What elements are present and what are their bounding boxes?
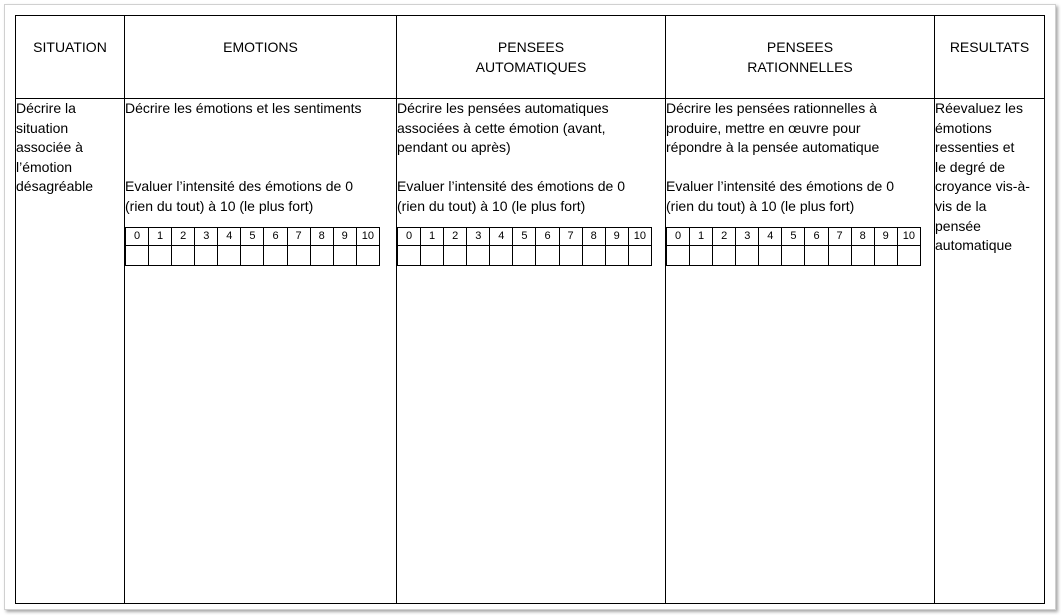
scale-input-cell[interactable] <box>310 245 333 265</box>
scale-input-cell[interactable] <box>287 245 310 265</box>
text-line: Evaluer l’intensité des émotions de 0 <box>125 178 354 195</box>
text-line: (rien du tout) à 10 (le plus fort) <box>125 197 314 214</box>
scale-number: 9 <box>874 227 897 245</box>
scale-number: 4 <box>759 227 782 245</box>
scale-number: 7 <box>828 227 851 245</box>
scale-input-cell[interactable] <box>264 245 287 265</box>
header-resultats: RESULTATS <box>935 16 1045 99</box>
intensity-scale <box>397 227 652 266</box>
scale-input-cell[interactable] <box>513 245 536 265</box>
scale-number: 1 <box>421 227 444 245</box>
scale-input-cell[interactable] <box>782 245 805 265</box>
scale-input-cell[interactable] <box>851 245 874 265</box>
text-line: ressenties et <box>935 139 1015 156</box>
scale-number: 0 <box>667 227 690 245</box>
scale-number: 8 <box>851 227 874 245</box>
intensity-scale <box>125 227 380 266</box>
text-line: associée à <box>16 139 83 156</box>
scale-input-cell[interactable] <box>356 245 379 265</box>
text-line: Evaluer l’intensité des émotions de 0 <box>666 178 895 195</box>
scale-input-cell[interactable] <box>713 245 736 265</box>
scale-input-cell[interactable] <box>874 245 897 265</box>
scale-input-cell[interactable] <box>421 245 444 265</box>
text-line: vis de la <box>935 197 987 214</box>
intensity-scale <box>666 227 921 266</box>
text-line: répondre à la pensée automatique <box>666 139 880 156</box>
text-line: associées à cette émotion (avant, <box>397 119 606 136</box>
header-row <box>16 16 1045 99</box>
scale-number: 10 <box>897 227 920 245</box>
text-line: produire, mettre en œuvre pour <box>666 119 861 136</box>
header-pensees-automatiques <box>397 16 666 99</box>
scale-input-cell[interactable] <box>536 245 559 265</box>
scale-input-cell[interactable] <box>828 245 851 265</box>
scale-input-cell[interactable] <box>467 245 490 265</box>
header-emotions: EMOTIONS <box>125 16 397 99</box>
scale-number: 7 <box>559 227 582 245</box>
text-line: Décrire la <box>16 100 76 116</box>
text-line: Réevaluez les <box>935 100 1023 116</box>
scale-number: 3 <box>195 227 218 245</box>
scale-number: 2 <box>172 227 195 245</box>
cell-situation <box>16 99 125 604</box>
scale-input-row <box>667 245 921 265</box>
scale-number: 10 <box>356 227 379 245</box>
scale-number: 8 <box>582 227 605 245</box>
scale-input-cell[interactable] <box>241 245 264 265</box>
scale-input-cell[interactable] <box>218 245 241 265</box>
scale-input-cell[interactable] <box>149 245 172 265</box>
scale-header-row <box>667 227 921 245</box>
text-line: désagréable <box>16 178 94 195</box>
text-line: pensée <box>935 217 981 234</box>
scale-number: 3 <box>736 227 759 245</box>
scale-number: 5 <box>782 227 805 245</box>
text-line: Décrire les émotions et les sentiments <box>125 100 362 116</box>
scale-number: 5 <box>241 227 264 245</box>
scale-number: 1 <box>690 227 713 245</box>
scale-input-cell[interactable] <box>172 245 195 265</box>
header-line: RATIONNELLES <box>747 59 853 75</box>
scale-input-cell[interactable] <box>195 245 218 265</box>
text-line: (rien du tout) à 10 (le plus fort) <box>666 197 855 214</box>
header-line: PENSEES <box>766 39 834 55</box>
scale-number: 9 <box>605 227 628 245</box>
text-line: émotions <box>935 119 992 136</box>
header-line: PENSEES <box>497 39 565 55</box>
scale-number: 5 <box>513 227 536 245</box>
text-line: croyance vis-à- <box>935 178 1030 195</box>
scale-header-row <box>398 227 652 245</box>
scale-input-cell[interactable] <box>759 245 782 265</box>
scale-number: 6 <box>264 227 287 245</box>
scale-number: 9 <box>333 227 356 245</box>
scale-number: 0 <box>398 227 421 245</box>
scale-number: 4 <box>218 227 241 245</box>
text-line: pendant ou après) <box>397 139 511 156</box>
scale-input-cell[interactable] <box>805 245 828 265</box>
text-line: (rien du tout) à 10 (le plus fort) <box>397 197 586 214</box>
scale-input-cell[interactable] <box>490 245 513 265</box>
scale-input-cell[interactable] <box>605 245 628 265</box>
scale-input-cell[interactable] <box>559 245 582 265</box>
cell-resultats <box>935 99 1045 604</box>
cell-emotions <box>125 99 397 604</box>
cell-pensees-rationnelles <box>666 99 935 604</box>
scale-input-cell[interactable] <box>736 245 759 265</box>
header-situation: SITUATION <box>16 16 125 99</box>
scale-header-row <box>126 227 380 245</box>
scale-number: 7 <box>287 227 310 245</box>
scale-input-cell[interactable] <box>690 245 713 265</box>
scale-number: 4 <box>490 227 513 245</box>
scale-input-cell[interactable] <box>444 245 467 265</box>
scale-number: 2 <box>444 227 467 245</box>
text-line: l’émotion <box>16 158 73 175</box>
scale-number: 0 <box>126 227 149 245</box>
thought-record-table <box>15 15 1045 604</box>
text-line: automatique <box>935 237 1013 254</box>
scale-number: 6 <box>805 227 828 245</box>
text-line: le degré de <box>935 158 1006 175</box>
scale-number: 8 <box>310 227 333 245</box>
cell-pensees-automatiques <box>397 99 666 604</box>
text-line: Décrire les pensées automatiques <box>397 100 609 116</box>
scale-input-row <box>126 245 380 265</box>
scale-input-cell[interactable] <box>667 245 690 265</box>
scale-input-cell[interactable] <box>398 245 421 265</box>
text-line: Evaluer l’intensité des émotions de 0 <box>397 178 626 195</box>
document-page <box>4 4 1056 610</box>
scale-input-cell[interactable] <box>897 245 920 265</box>
text-line: Décrire les pensées rationnelles à <box>666 100 877 116</box>
scale-number: 3 <box>467 227 490 245</box>
scale-number: 6 <box>536 227 559 245</box>
text-line: situation <box>16 119 69 136</box>
body-row <box>16 99 1045 604</box>
scale-input-cell[interactable] <box>628 245 651 265</box>
scale-number: 10 <box>628 227 651 245</box>
scale-input-row <box>398 245 652 265</box>
scale-input-cell[interactable] <box>333 245 356 265</box>
scale-number: 2 <box>713 227 736 245</box>
header-line: AUTOMATIQUES <box>475 59 587 75</box>
header-pensees-rationnelles <box>666 16 935 99</box>
scale-input-cell[interactable] <box>582 245 605 265</box>
scale-input-cell[interactable] <box>126 245 149 265</box>
scale-number: 1 <box>149 227 172 245</box>
